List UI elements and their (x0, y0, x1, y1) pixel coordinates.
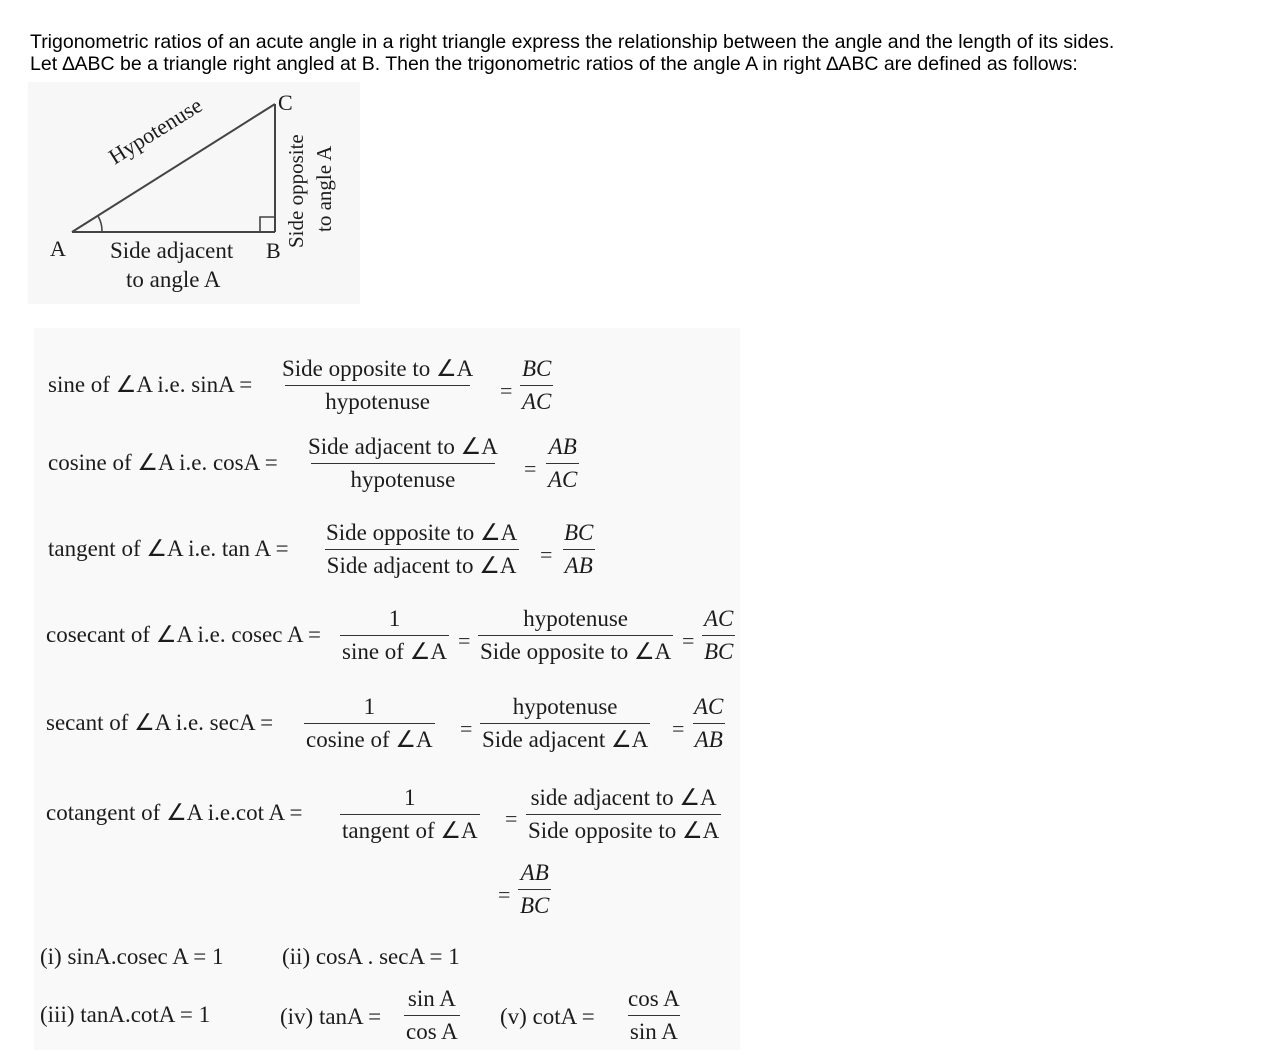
sine-denominator: hypotenuse (285, 385, 470, 415)
cosecant-numerator-letters: AC (704, 606, 734, 631)
cosecant-denominator-words: Side opposite to ∠A (478, 635, 673, 665)
cosecant-fraction-letters (702, 606, 735, 665)
sine-fraction-words (280, 356, 475, 415)
cosecant-denominator-one: sine of ∠A (340, 635, 449, 665)
secant-numerator-letters: AC (694, 694, 724, 719)
identity-v-numerator: cos A (628, 986, 680, 1011)
cosine-fraction-letters (546, 434, 579, 493)
cosecant-label: cosecant of ∠A i.e. cosec A = (46, 622, 322, 647)
equals-sign: = (498, 882, 511, 907)
identity-i: (i) sinA.cosec A = 1 (40, 944, 224, 969)
sine-numerator: Side opposite to ∠A (282, 356, 474, 381)
cosecant-fraction-one (340, 606, 449, 665)
sine-fraction-letters (520, 356, 553, 415)
cotangent-fraction-letters (518, 860, 551, 919)
tangent-denominator-letters: AB (563, 549, 595, 579)
opposite-label-line-2: to angle A (312, 145, 336, 232)
equals-sign: = (672, 716, 685, 741)
equals-sign: = (505, 806, 518, 831)
identity-iv-label: (iv) tanA = (280, 1004, 382, 1029)
secant-denominator-words: Side adjacent ∠A (480, 723, 650, 753)
cosine-fraction-words (306, 434, 500, 493)
secant-denominator-one: cosine of ∠A (304, 723, 435, 753)
secant-numerator-one: 1 (363, 694, 376, 719)
equals-sign: = (682, 628, 695, 653)
cotangent-fraction-one (340, 785, 480, 844)
equals-sign: = (500, 378, 513, 403)
secant-denominator-letters: AB (693, 723, 725, 753)
right-triangle-figure (28, 82, 360, 304)
opposite-label-line-1: Side opposite (284, 134, 308, 248)
sine-denominator-letters: AC (520, 385, 553, 415)
intro-line-2: Let ∆ABC be a triangle right angled at B. Then the trigonometric ratios of the angle A in right ∆ABC are defined as follows: (30, 53, 1078, 75)
identity-iii: (iii) tanA.cotA = 1 (40, 1002, 211, 1027)
identity-v-fraction (626, 986, 682, 1045)
cosecant-denominator-letters: BC (702, 635, 735, 665)
cosine-label: cosine of ∠A i.e. cosA = (48, 450, 278, 475)
cotangent-denominator-letters: BC (518, 889, 551, 919)
vertex-c-label: C (278, 90, 293, 115)
cotangent-numerator-letters: AB (520, 860, 549, 885)
cotangent-label: cotangent of ∠A i.e.cot A = (46, 800, 303, 825)
hypotenuse-label: Hypotenuse (104, 92, 207, 170)
cosecant-fraction-words (478, 606, 673, 665)
tangent-fraction-words (324, 520, 519, 579)
equals-sign: = (460, 716, 473, 741)
intro-line-1: Trigonometric ratios of an acute angle in a right triangle express the relationship between the angle and the length of its sides. (30, 31, 1115, 53)
cosine-numerator: Side adjacent to ∠A (308, 434, 498, 459)
right-angle-marker (260, 217, 275, 232)
cosine-denominator-letters: AC (546, 463, 579, 493)
identity-iv-numerator: sin A (407, 986, 456, 1011)
tangent-label: tangent of ∠A i.e. tan A = (48, 536, 289, 561)
sine-numerator-letters: BC (522, 356, 552, 381)
cosine-denominator: hypotenuse (311, 463, 496, 493)
intro-text (30, 31, 1114, 75)
tangent-numerator-letters: BC (564, 520, 594, 545)
secant-numerator-words: hypotenuse (512, 694, 618, 719)
secant-fraction-letters (692, 694, 725, 753)
cotangent-numerator-words: side adjacent to ∠A (530, 785, 717, 810)
equals-sign: = (524, 456, 537, 481)
vertex-b-label: B (266, 238, 281, 263)
cosecant-numerator-one: 1 (388, 606, 401, 631)
adjacent-label-line-1: Side adjacent (110, 238, 234, 263)
cotangent-denominator-one: tangent of ∠A (340, 814, 480, 844)
secant-fraction-words (480, 694, 650, 753)
cosecant-numerator-words: hypotenuse (523, 606, 628, 631)
equals-sign: = (540, 542, 553, 567)
tangent-numerator: Side opposite to ∠A (326, 520, 518, 545)
tangent-fraction-letters (562, 520, 595, 579)
vertex-a-label: A (50, 236, 66, 261)
cotangent-fraction-words (526, 785, 721, 844)
identity-v-denominator: sin A (628, 1015, 680, 1045)
identity-v-label: (v) cotA = (500, 1004, 595, 1029)
sine-label: sine of ∠A i.e. sinA = (48, 372, 253, 397)
tangent-denominator: Side adjacent to ∠A (325, 549, 519, 579)
cotangent-numerator-one: 1 (404, 785, 416, 810)
secant-fraction-one (304, 694, 435, 753)
secant-label: secant of ∠A i.e. secA = (46, 710, 274, 735)
identity-iv-fraction (404, 986, 460, 1045)
angle-a-arc (98, 216, 102, 232)
adjacent-label-line-2: to angle A (126, 267, 221, 292)
equals-sign: = (458, 628, 471, 653)
cosine-numerator-letters: AB (548, 434, 577, 459)
identity-ii: (ii) cosA . secA = 1 (282, 944, 460, 969)
identity-iv-denominator: cos A (404, 1015, 460, 1045)
cotangent-denominator-words: Side opposite to ∠A (526, 814, 721, 844)
